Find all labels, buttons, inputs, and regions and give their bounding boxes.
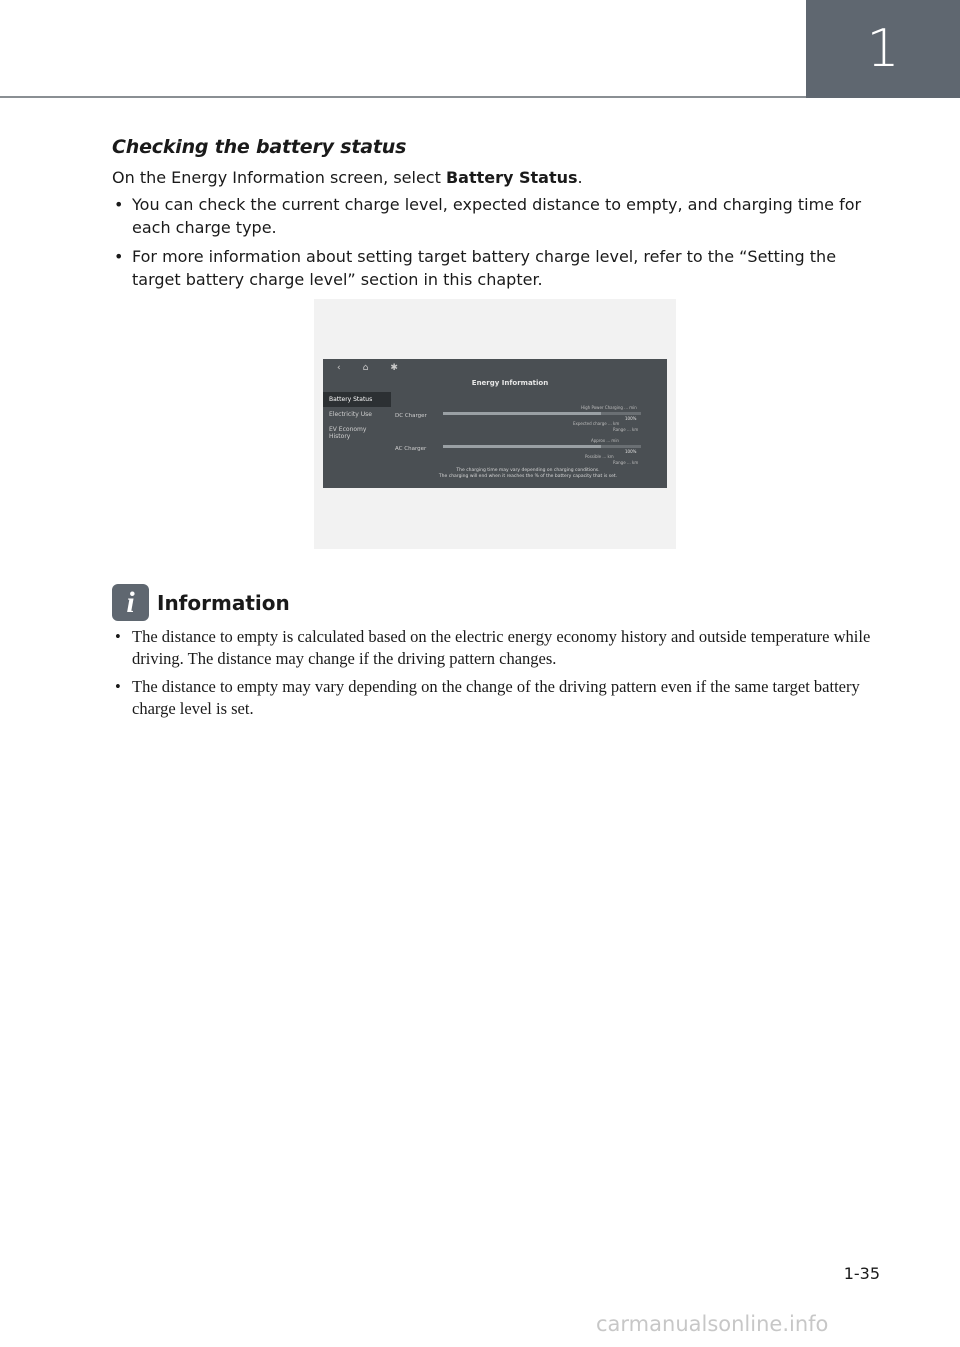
dc-charger-label: DC Charger [395, 413, 427, 419]
ac-expected-charge: Possible ... km [585, 454, 614, 459]
section-content [112, 136, 882, 297]
dc-charger-time: High Power Charging ... min [581, 405, 637, 410]
intro-text: On the Energy Information screen, select [112, 168, 446, 187]
list-item: • The distance to empty is calculated based on the electric energy economy history and outside temperature while driving. The distance may change if the driving pattern changes. [112, 626, 882, 670]
menu-item-electricity-use: Electricity Use [329, 411, 372, 418]
information-title: Information [157, 590, 290, 615]
back-icon: ‹ [337, 363, 363, 373]
section-title: Checking the battery status [112, 136, 407, 158]
dc-range: Range ... km [613, 427, 639, 432]
screen-nav [337, 363, 420, 373]
dc-charge-percent: 100% [625, 416, 637, 421]
ac-charge-bar [443, 445, 641, 448]
screen-charging-note [403, 468, 653, 480]
list-item: • For more information about setting target battery charge level, refer to the “Setting the target battery charge level” section in this chapter. [112, 245, 882, 291]
intro-suffix: . [577, 168, 583, 187]
list-item: • You can check the current charge level, expected distance to empty, and charging time for each charge type. [112, 193, 882, 239]
chapter-number: 1 [866, 19, 900, 79]
ac-charger-time: Approx ... min [591, 438, 619, 443]
dc-expected-charge: Expected charge ... km [573, 421, 620, 426]
information-header [112, 584, 290, 621]
menu-item-battery-status: Battery Status [323, 392, 391, 407]
ac-charge-bar-fill [443, 445, 601, 448]
home-icon: ⌂ [362, 363, 391, 373]
chapter-tab [806, 0, 960, 98]
info-icon: i [112, 584, 149, 621]
page-number: 1-35 [843, 1264, 880, 1283]
settings-icon: ✱ [390, 363, 420, 373]
screen-menu [323, 392, 391, 444]
intro-bold-term: Battery Status [445, 168, 578, 187]
watermark: carmanualsonline.info [596, 1312, 829, 1336]
information-list [112, 626, 882, 726]
ac-range: Range ... km [613, 460, 639, 465]
ac-charge-percent: 100% [625, 449, 637, 454]
dc-charge-bar [443, 412, 641, 415]
note-line: The charging will end when it reaches the % of the battery capacity that is set. [438, 474, 618, 479]
ac-charger-label: AC Charger [395, 446, 427, 452]
section-bullets [112, 193, 882, 291]
header-rule [0, 96, 806, 98]
section-intro [112, 168, 882, 187]
list-item: • The distance to empty may vary depending on the change of the driving pattern even if the same target battery charge level is set. [112, 676, 882, 720]
note-line: The charging time may vary depending on charging conditions. [456, 468, 600, 473]
energy-information-screenshot [323, 359, 667, 488]
screen-title: Energy Information [471, 379, 549, 387]
menu-item-ev-economy-history: EV Economy History [329, 426, 367, 440]
dc-charge-bar-fill [443, 412, 601, 415]
